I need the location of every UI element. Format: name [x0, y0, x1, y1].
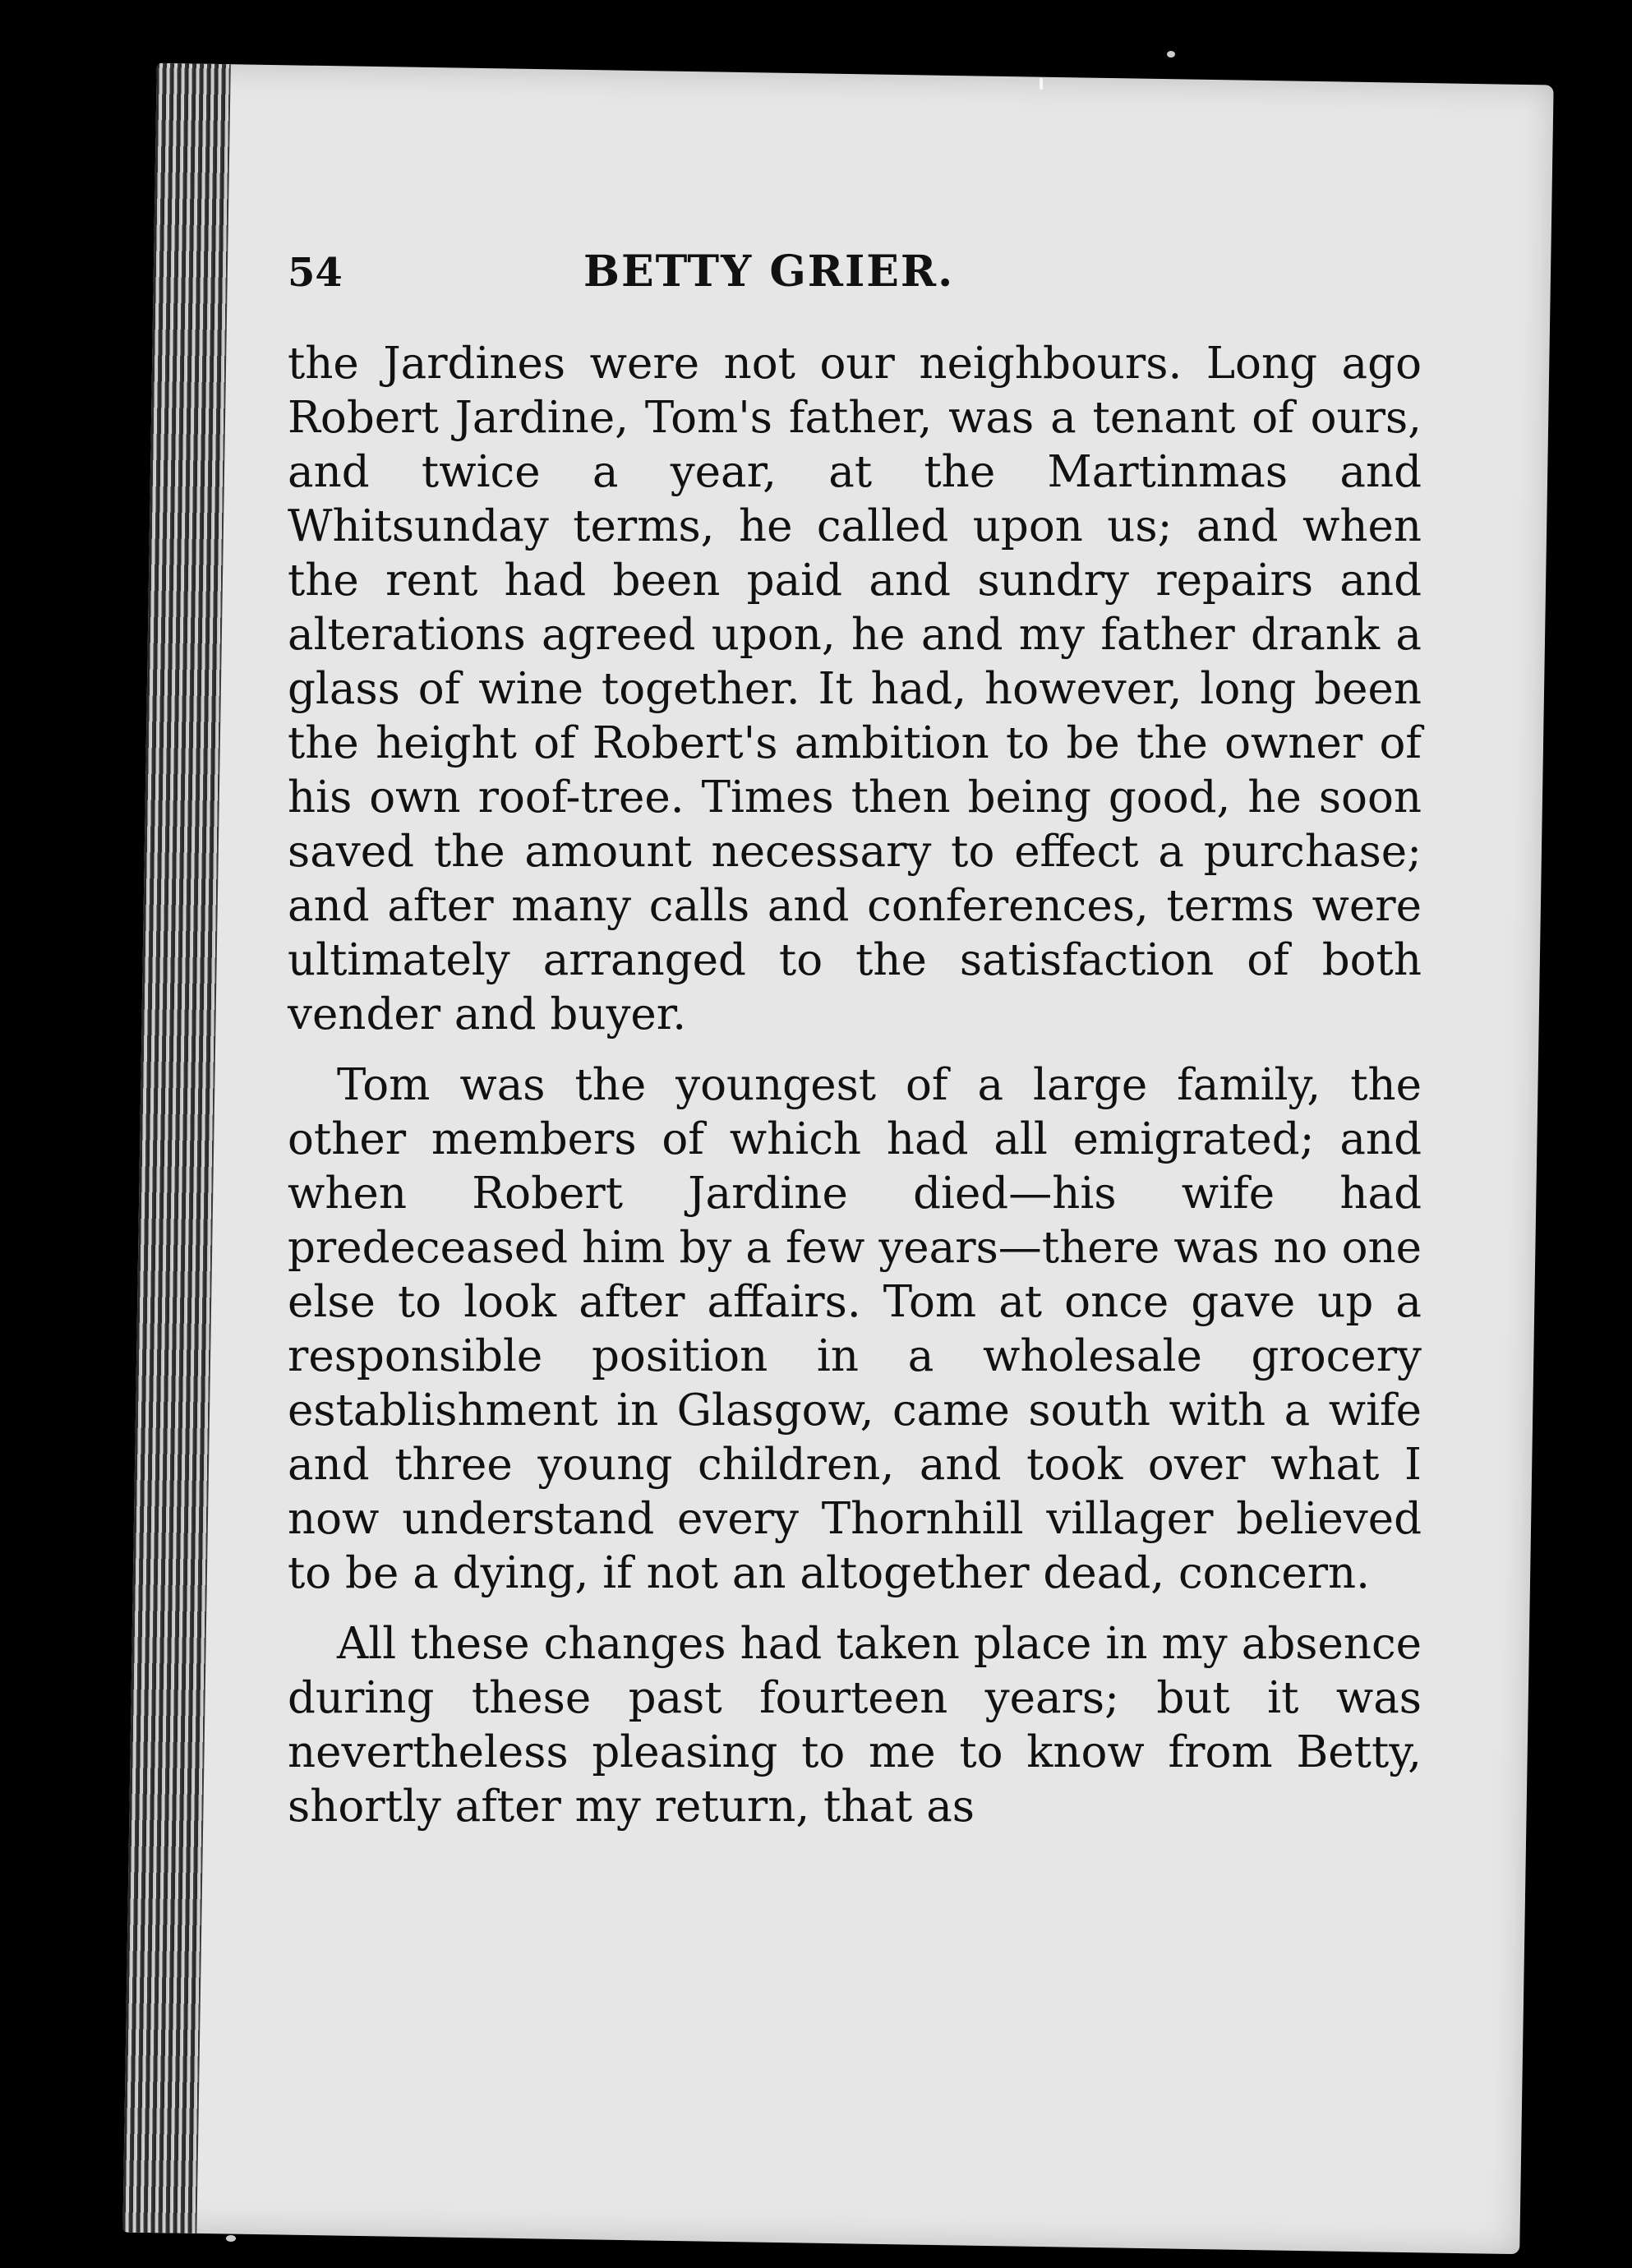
paragraph: the Jardines were not our neighbours. Long ago Robert Jardine, Tom's father, was a tenant of ours, and twice a year, at the Martinmas and Whitsunday terms, he called upon us; and when the rent had been paid and sundry repairs and alterations agreed upon, he and my father drank a glass of wine together. It had, however, long been the height of Robert's ambition to be the owner of his own roof-tree. Times then being good, he soon saved the amount necessary to effect a purchase; and after many calls and conferences, terms were ultimately arranged to the satisfaction of both vender and buyer. — [288, 339, 1422, 1040]
scan-speck — [1040, 78, 1043, 90]
page-number: 54 — [288, 250, 343, 296]
running-title: BETTY GRIER. — [583, 247, 955, 297]
paragraph: All these changes had taken place in my absence during these past fourteen years; but it was nevertheless pleasing to me to know from Betty, shortly after my return, that as — [288, 1619, 1422, 1832]
paragraph: Tom was the youngest of a large family, the other members of which had all emigrated; and when Robert Jardine died—his wife had predeceased him by a few years—there was no one else to look after affairs. Tom at once gave up a responsible position in a wholesale grocery establishment in Glasgow, came south with a wife and three young children, and took over what I now understand every Thornhill villager believed to be a dying, if not an altogether dead, concern. — [288, 1060, 1422, 1598]
scan-speck — [226, 2235, 236, 2242]
scan-speck — [1167, 51, 1175, 58]
page-content — [288, 247, 1422, 1851]
page-edges — [122, 63, 230, 2233]
page-header — [288, 247, 1422, 337]
body-text — [288, 337, 1422, 1834]
